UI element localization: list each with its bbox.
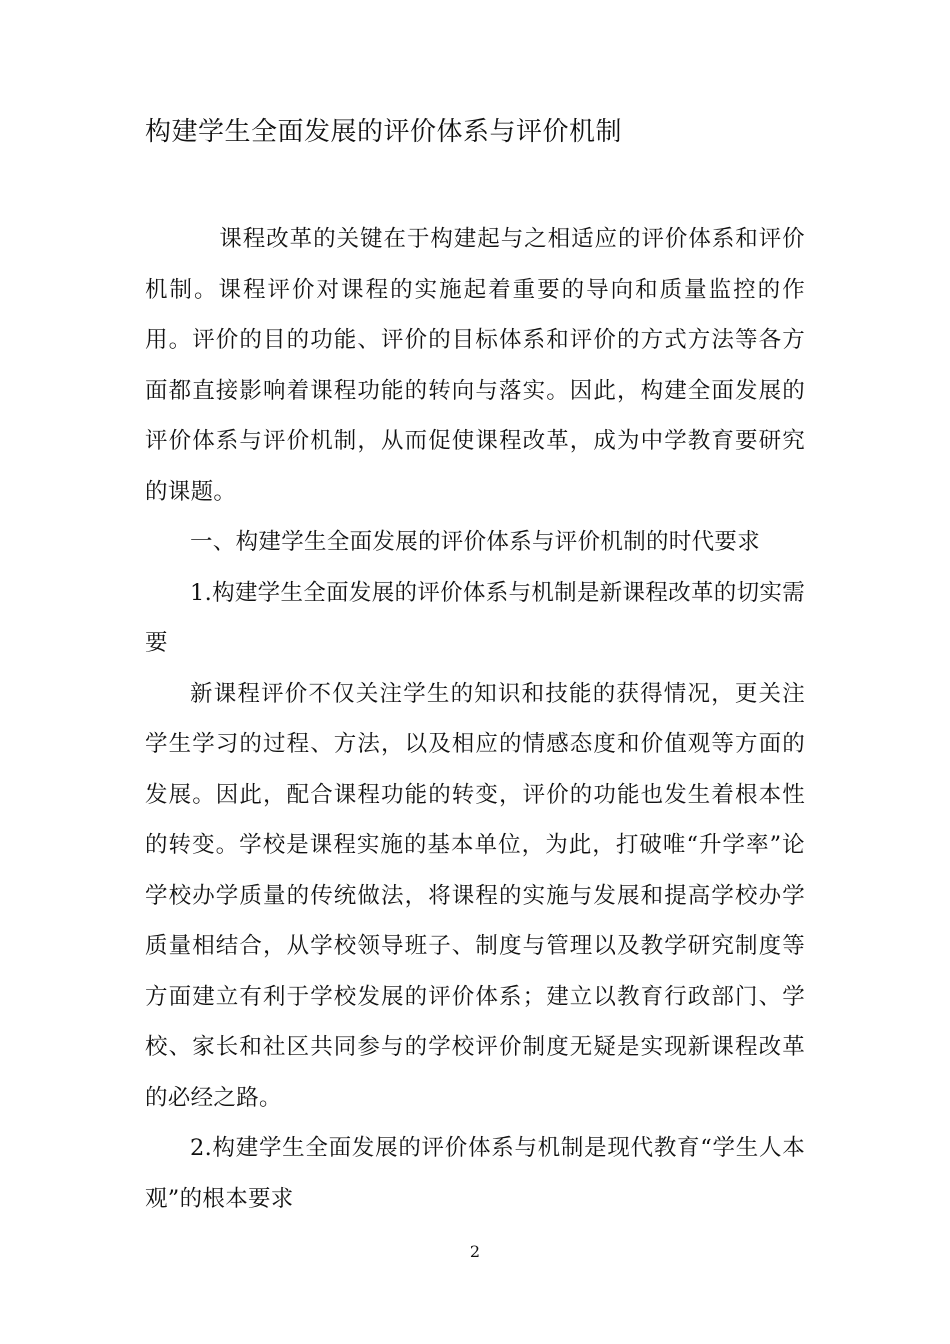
subsection-heading-2: 2.构建学生全面发展的评价体系与机制是现代教育“学生人本观”的根本要求	[145, 1135, 805, 1212]
page-number: 2	[469, 1242, 481, 1261]
paragraph-intro: 课程改革的关键在于构建起与之相适应的评价体系和评价机制。课程评价对课程的实施起着重要的导向和质量监控的作用。评价的目的功能、评价的目标体系和评价的方式方法等各方面都直接影响着课程功能的转向与落实。因此，构建全面发展的评价体系与评价机制，从而促使课程改革，成为中学教育要研究的课题。	[145, 226, 805, 505]
document-body	[145, 214, 805, 1224]
section-heading-1: 一、构建学生全面发展的评价体系与评价机制的时代要求	[190, 529, 761, 555]
document-title: 构建学生全面发展的评价体系与评价机制	[145, 117, 623, 147]
paragraph-new-curriculum: 新课程评价不仅关注学生的知识和技能的获得情况，更关注学生学习的过程、方法，以及相应的情感态度和价值观等方面的发展。因此，配合课程功能的转变，评价的功能也发生着根本性的转变。学校是课程实施的基本单位，为此，打破唯“升学率”论学校办学质量的传统做法，将课程的实施与发展和提高学校办学质量相结合，从学校领导班子、制度与管理以及教学研究制度等方面建立有利于学校发展的评价体系；建立以教育行政部门、学校、家长和社区共同参与的学校评价制度无疑是实现新课程改革的必经之路。	[145, 680, 805, 1111]
subsection-heading-1: 1.构建学生全面发展的评价体系与机制是新课程改革的切实需要	[145, 579, 805, 656]
